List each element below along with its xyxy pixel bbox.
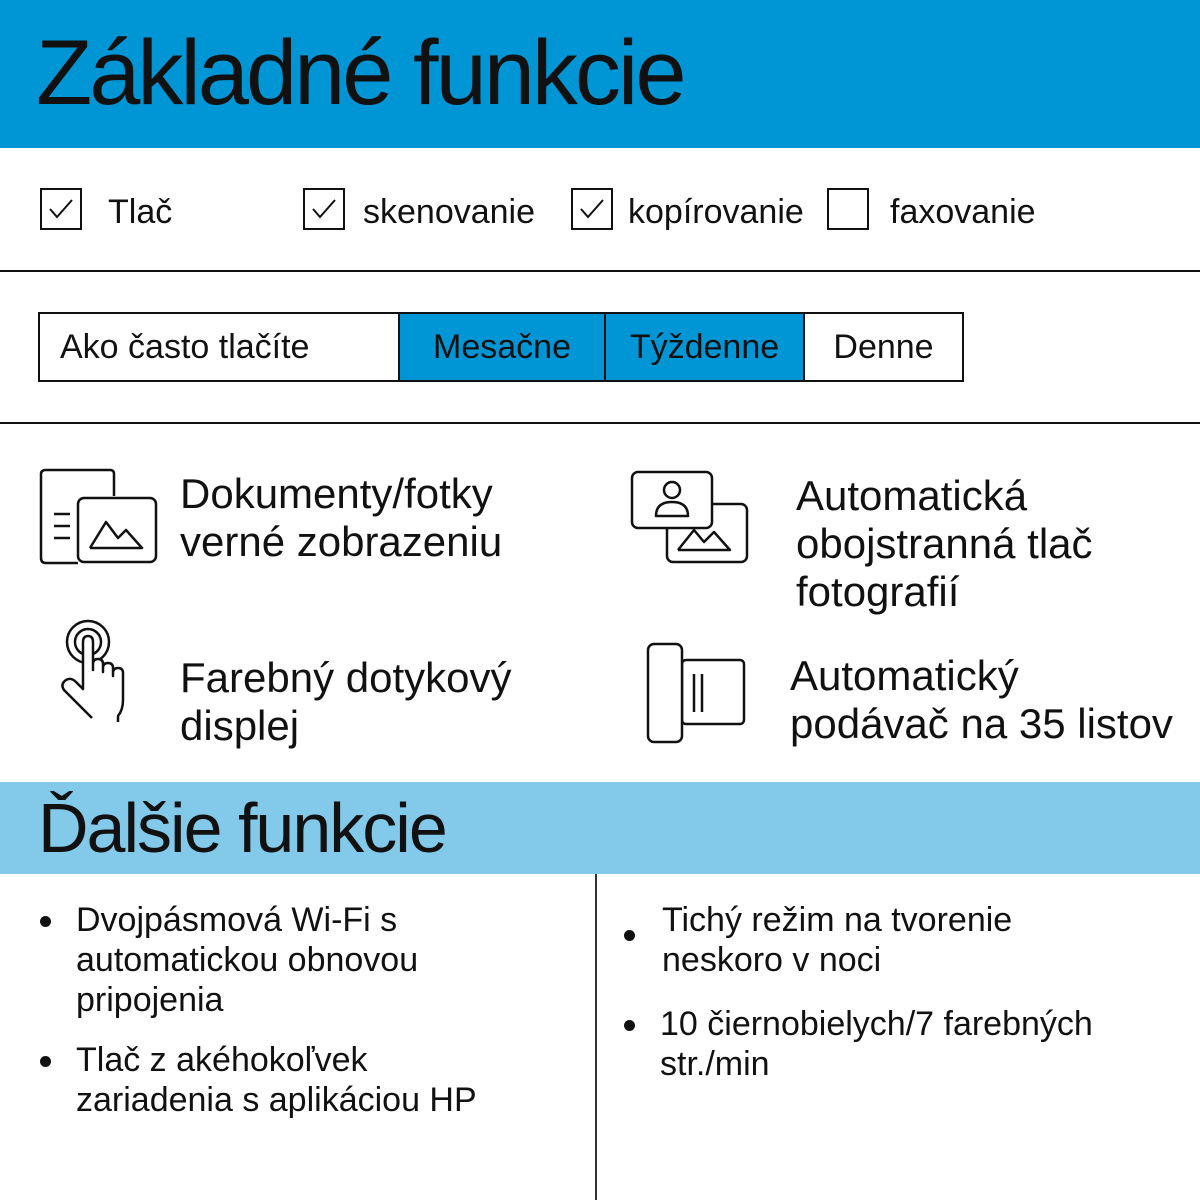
document-feeder-icon — [646, 642, 750, 746]
bullet-item — [660, 1004, 1093, 1084]
checkbox-label-scan: skenovanie — [363, 193, 536, 231]
bullet-line: Tlač z akéhokoľvek — [76, 1041, 368, 1079]
feature-line: podávač na 35 listov — [790, 700, 1173, 747]
bullet-dot — [40, 916, 51, 927]
documents-photos-icon — [38, 468, 160, 566]
frequency-option-monthly[interactable]: Mesačne — [398, 312, 606, 382]
feature-touch-display — [180, 654, 512, 750]
checkbox-label-copy: kopírovanie — [628, 193, 804, 231]
checkmark-icon — [577, 194, 607, 224]
touch-display-icon — [56, 618, 140, 728]
divider — [0, 270, 1200, 272]
column-divider — [595, 874, 597, 1200]
feature-documents-photos — [180, 470, 502, 566]
checkbox-fax[interactable] — [827, 188, 869, 230]
checkbox-copy[interactable] — [571, 188, 613, 230]
feature-line: Automatický — [790, 652, 1019, 699]
feature-line: verné zobrazeniu — [180, 518, 503, 565]
bullet-dot — [40, 1056, 51, 1067]
bullet-item — [76, 900, 418, 1020]
section-title: Ďalšie funkcie — [38, 789, 446, 867]
section-header-more — [0, 782, 1200, 874]
bullet-dot — [624, 1020, 635, 1031]
feature-duplex-photo — [796, 472, 1093, 616]
bullet-line: zariadenia s aplikáciou HP — [76, 1081, 477, 1119]
feature-line: displej — [180, 702, 300, 749]
bullet-line: neskoro v noci — [662, 941, 882, 979]
bullet-line: str./min — [660, 1045, 770, 1083]
checkmark-icon — [46, 194, 76, 224]
bullet-line: automatickou obnovou — [76, 941, 419, 979]
bullet-line: 10 čiernobielych/7 farebných — [660, 1005, 1093, 1043]
frequency-option-weekly[interactable]: Týždenne — [604, 312, 805, 382]
frequency-option-daily[interactable]: Denne — [803, 312, 964, 382]
checkmark-icon — [309, 194, 339, 224]
feature-line: Farebný dotykový — [180, 654, 512, 701]
feature-line: fotografií — [796, 568, 960, 615]
bullet-line: Dvojpásmová Wi-Fi s — [76, 901, 398, 939]
checkbox-label-fax: faxovanie — [890, 193, 1036, 231]
feature-line: Dokumenty/fotky — [180, 470, 493, 517]
checkbox-scan[interactable] — [303, 188, 345, 230]
feature-line: Automatická — [796, 472, 1028, 519]
bullet-line: pripojenia — [76, 981, 224, 1019]
bullet-dot — [624, 930, 635, 941]
bullet-item — [662, 900, 1012, 980]
checkbox-print[interactable] — [40, 188, 82, 230]
frequency-question: Ako často tlačíte — [38, 312, 400, 382]
feature-line: obojstranná tlač — [796, 520, 1093, 567]
divider — [0, 422, 1200, 424]
duplex-photo-print-icon — [630, 470, 752, 566]
bullet-item — [76, 1040, 477, 1120]
header-bar — [0, 0, 1200, 148]
page-title: Základné funkcie — [36, 22, 684, 124]
bullet-line: Tichý režim na tvorenie — [662, 901, 1013, 939]
checkbox-label-print: Tlač — [108, 193, 173, 231]
feature-document-feeder — [790, 652, 1173, 748]
